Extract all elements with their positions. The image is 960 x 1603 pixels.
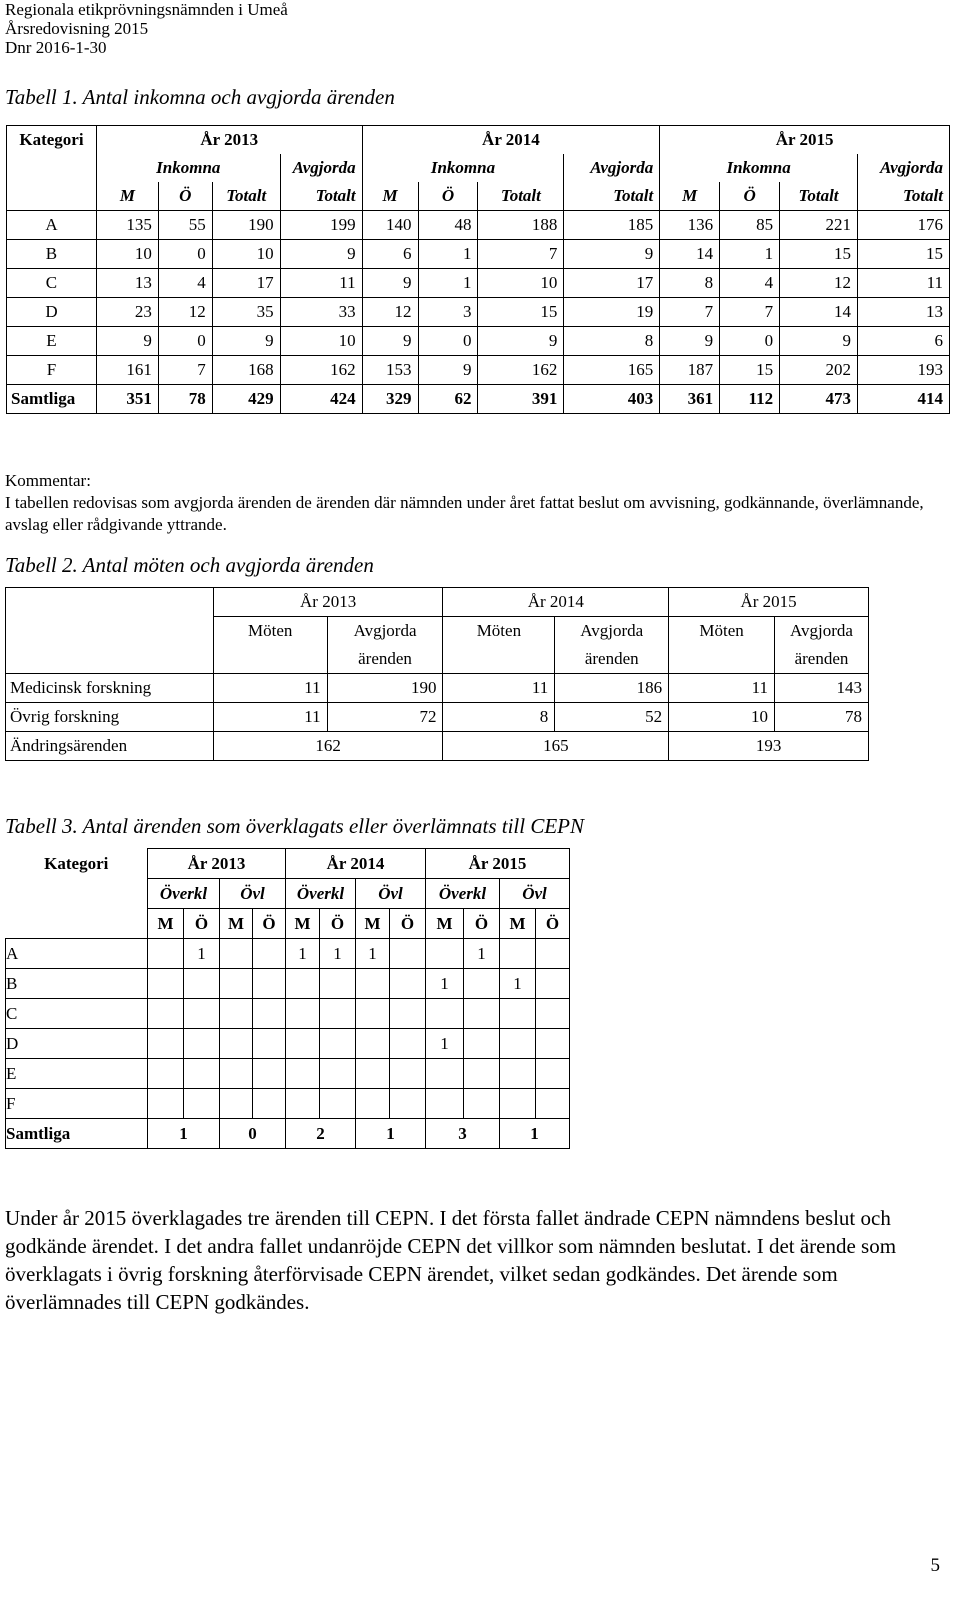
- table3-row: [6, 1059, 570, 1089]
- table3-m-header: M: [286, 909, 320, 939]
- table1-cell: 168: [212, 356, 280, 385]
- table3-cell: [464, 999, 500, 1029]
- table1-cell: 9: [660, 327, 720, 356]
- table3-total-cell: 1: [500, 1119, 570, 1149]
- table1-cell: 112: [720, 385, 780, 414]
- table1-o-header: Ö: [158, 182, 212, 211]
- table1-cell: 9: [96, 327, 158, 356]
- table3-ovl-header: Övl: [220, 879, 286, 909]
- table1-cell: 1: [418, 269, 478, 298]
- table1-cell: 9: [418, 356, 478, 385]
- table1-cell: 14: [660, 240, 720, 269]
- table2-row-label: Övrig forskning: [6, 703, 214, 732]
- table1-cell: 78: [158, 385, 212, 414]
- table1-cell: 193: [857, 356, 949, 385]
- table1-cell: 48: [418, 211, 478, 240]
- table1-m-header: M: [362, 182, 418, 211]
- table3-total-cell: 0: [220, 1119, 286, 1149]
- table3-cell: [220, 969, 253, 999]
- table2-row: [6, 674, 869, 703]
- table3-cell: [220, 939, 253, 969]
- table3-cell: [500, 999, 536, 1029]
- table1-cell: 9: [362, 327, 418, 356]
- table1-cell: 162: [280, 356, 362, 385]
- table2-arenden-header: ärenden: [327, 645, 443, 674]
- table1-cell: 185: [564, 211, 660, 240]
- table3-row: [6, 1089, 570, 1119]
- table1-cell: 190: [212, 211, 280, 240]
- table2-moten-header: Möten: [669, 617, 775, 646]
- table1-cell: 135: [96, 211, 158, 240]
- table2-year-header: År 2015: [669, 588, 869, 617]
- table1-row: [7, 298, 950, 327]
- table3-cell: [184, 1059, 220, 1089]
- table3-cell: [253, 999, 286, 1029]
- table3-cell: [390, 1029, 426, 1059]
- table3-row-label: E: [6, 1059, 148, 1089]
- table1-cell: 12: [780, 269, 858, 298]
- table2-caption: Tabell 2. Antal möten och avgjorda ärenden: [5, 553, 374, 577]
- table1-cell: 0: [158, 327, 212, 356]
- table3-row-label: A: [6, 939, 148, 969]
- table3-total-label: Samtliga: [6, 1119, 148, 1149]
- table1-cell: 162: [478, 356, 564, 385]
- table3-total-cell: 3: [426, 1119, 500, 1149]
- table3-body: [6, 939, 570, 1119]
- table3-total-cell: 1: [356, 1119, 426, 1149]
- table2-cell: 10: [669, 703, 775, 732]
- table1-cell: 403: [564, 385, 660, 414]
- table3-cell: [184, 969, 220, 999]
- table1-cell: 7: [660, 298, 720, 327]
- table3-cell: [253, 939, 286, 969]
- table1-cell: 10: [478, 269, 564, 298]
- table1-cell: 15: [478, 298, 564, 327]
- table1-cell: 9: [780, 327, 858, 356]
- table3-cell: [500, 1089, 536, 1119]
- table2-avgjorda-header: Avgjorda: [327, 617, 443, 646]
- table1-o-header: Ö: [720, 182, 780, 211]
- table1-cell: 0: [418, 327, 478, 356]
- table2-moten-header: Möten: [443, 617, 555, 646]
- table3-cell: [320, 1059, 356, 1089]
- table2-avgjorda-header: Avgjorda: [555, 617, 669, 646]
- table1-cell: 202: [780, 356, 858, 385]
- table3-o-header: Ö: [320, 909, 356, 939]
- table1-avgjorda-header: Avgjorda: [857, 154, 949, 182]
- table3-cell: [220, 1059, 253, 1089]
- table1-year-header: År 2015: [660, 126, 950, 155]
- table1-cell: 0: [720, 327, 780, 356]
- table1-year-header: År 2013: [96, 126, 362, 155]
- table1-m-header: M: [660, 182, 720, 211]
- table3-cell: [286, 1029, 320, 1059]
- table3-cell: [220, 1089, 253, 1119]
- table3-cell: [356, 969, 390, 999]
- table1-cell: 10: [280, 327, 362, 356]
- table3-cell: [148, 1029, 184, 1059]
- table3: [5, 848, 570, 1149]
- table3-row: [6, 1029, 570, 1059]
- table3-cell: [286, 969, 320, 999]
- table1-cell: 33: [280, 298, 362, 327]
- table1-cell: 136: [660, 211, 720, 240]
- table3-cell: [148, 939, 184, 969]
- table2-cell: 72: [327, 703, 443, 732]
- comment-text: I tabellen redovisas som avgjorda ärenden de ärenden där nämnden under året fattat beslut om avvisning, godkännande, överlämnande, avslag eller rådgivande yttrande.: [5, 493, 924, 534]
- table1-row: [7, 269, 950, 298]
- table1-inkomna-header: Inkomna: [362, 154, 564, 182]
- table2-cell: 78: [775, 703, 869, 732]
- table1-cell: 329: [362, 385, 418, 414]
- table1-row: [7, 385, 950, 414]
- table3-cell: [536, 1029, 570, 1059]
- table1-totalt-header: Totalt: [857, 182, 949, 211]
- table3-ovl-header: Övl: [500, 879, 570, 909]
- table2-cell: 186: [555, 674, 669, 703]
- table2-cell: 190: [327, 674, 443, 703]
- table1-totalt-header: Totalt: [564, 182, 660, 211]
- table3-cell: [148, 999, 184, 1029]
- table1-body: [7, 211, 950, 414]
- table3-cell: [253, 1029, 286, 1059]
- table1-row-label: Samtliga: [7, 385, 97, 414]
- table1-cell: 13: [857, 298, 949, 327]
- table3-cell: 1: [464, 939, 500, 969]
- table1-cell: 11: [857, 269, 949, 298]
- page-number: 5: [930, 1555, 940, 1576]
- header-organization: Regionala etikprövningsnämnden i Umeå: [5, 0, 288, 19]
- table1-cell: 221: [780, 211, 858, 240]
- table3-cell: [426, 939, 464, 969]
- table3-cell: [426, 999, 464, 1029]
- table3-cell: [356, 1029, 390, 1059]
- table3-cell: [390, 969, 426, 999]
- table1-row-label: E: [7, 327, 97, 356]
- table1-cell: 15: [720, 356, 780, 385]
- comment-title: Kommentar:: [5, 471, 91, 490]
- table3-cell: [320, 999, 356, 1029]
- table1-cell: 9: [280, 240, 362, 269]
- table3-cell: [356, 1089, 390, 1119]
- table2-cell: 11: [213, 703, 327, 732]
- table3-cell: [464, 1029, 500, 1059]
- table3-cell: [253, 1059, 286, 1089]
- table1-cell: 9: [362, 269, 418, 298]
- table1-avgjorda-header: Avgjorda: [280, 154, 362, 182]
- table3-m-header: M: [148, 909, 184, 939]
- table1-cell: 1: [418, 240, 478, 269]
- table3-cell: [220, 1029, 253, 1059]
- table3-cell: [464, 1059, 500, 1089]
- table1-cell: 6: [362, 240, 418, 269]
- table3-cell: [184, 999, 220, 1029]
- table3-caption: Tabell 3. Antal ärenden som överklagats eller överlämnats till CEPN: [5, 814, 585, 838]
- table1-cell: 153: [362, 356, 418, 385]
- table3-cell: [356, 999, 390, 1029]
- table1-kategori-header: Kategori: [7, 126, 97, 155]
- table1-row-label: A: [7, 211, 97, 240]
- table3-total-cell: 2: [286, 1119, 356, 1149]
- table1-totalt-header: Totalt: [280, 182, 362, 211]
- table1-caption: Tabell 1. Antal inkomna och avgjorda ärenden: [5, 85, 395, 109]
- table3-year-header: År 2013: [148, 849, 286, 879]
- table3-m-header: M: [426, 909, 464, 939]
- table1-cell: 19: [564, 298, 660, 327]
- table3-cell: [426, 1059, 464, 1089]
- table1-cell: 6: [857, 327, 949, 356]
- table2-row-label: Medicinsk forskning: [6, 674, 214, 703]
- table1-cell: 11: [280, 269, 362, 298]
- table1-cell: 3: [418, 298, 478, 327]
- table3-total-cell: 1: [148, 1119, 220, 1149]
- table3-ovl-header: Övl: [356, 879, 426, 909]
- table2: [5, 587, 869, 761]
- table2-arenden-header: ärenden: [775, 645, 869, 674]
- table1-row: [7, 240, 950, 269]
- table3-m-header: M: [500, 909, 536, 939]
- table1-cell: 199: [280, 211, 362, 240]
- table3-cell: 1: [426, 969, 464, 999]
- table1-totalt-header: Totalt: [212, 182, 280, 211]
- table3-cell: 1: [356, 939, 390, 969]
- table3-o-header: Ö: [253, 909, 286, 939]
- table1-cell: 391: [478, 385, 564, 414]
- table3-m-header: M: [356, 909, 390, 939]
- table1-cell: 23: [96, 298, 158, 327]
- table1-m-header: M: [96, 182, 158, 211]
- table1-cell: 9: [478, 327, 564, 356]
- table1-cell: 140: [362, 211, 418, 240]
- table3-cell: [426, 1089, 464, 1119]
- table3-cell: [390, 939, 426, 969]
- table1-cell: 13: [96, 269, 158, 298]
- table3-kategori-header: Kategori: [44, 853, 109, 873]
- table3-cell: 1: [320, 939, 356, 969]
- cepn-summary-paragraph: Under år 2015 överklagades tre ärenden till CEPN. I det första fallet ändrade CEPN nämndens beslut och godkände ärendet. I det andra fallet undanröjde CEPN det villkor som nämnden beslutat. I det ärende som överklagats i övrig forskning återförvisade CEPN ärendet, vilket sedan godkändes. Det ärende som överlämnades till CEPN godkändes.: [5, 1206, 897, 1314]
- table1-cell: 15: [857, 240, 949, 269]
- table3-row-label: D: [6, 1029, 148, 1059]
- table1-cell: 188: [478, 211, 564, 240]
- table1-cell: 8: [564, 327, 660, 356]
- table3-cell: [536, 939, 570, 969]
- table3-cell: [390, 1059, 426, 1089]
- table2-arenden-header: ärenden: [555, 645, 669, 674]
- table2-cell: 11: [669, 674, 775, 703]
- table1-cell: 55: [158, 211, 212, 240]
- table1-cell: 14: [780, 298, 858, 327]
- table1-cell: 424: [280, 385, 362, 414]
- table2-cell: 8: [443, 703, 555, 732]
- table1-o-header: Ö: [418, 182, 478, 211]
- table3-cell: 1: [500, 969, 536, 999]
- table3-cell: [320, 1089, 356, 1119]
- table1-cell: 176: [857, 211, 949, 240]
- table1-totalt-header: Totalt: [478, 182, 564, 211]
- table3-cell: [500, 939, 536, 969]
- table1-cell: 7: [158, 356, 212, 385]
- table1-cell: 35: [212, 298, 280, 327]
- table1-cell: 4: [158, 269, 212, 298]
- table3-cell: [356, 1059, 390, 1089]
- table3-row-label: B: [6, 969, 148, 999]
- table1: [6, 125, 950, 414]
- table2-cell: 143: [775, 674, 869, 703]
- table3-row: [6, 999, 570, 1029]
- table1-cell: 15: [780, 240, 858, 269]
- table3-overkl-header: Överkl: [426, 879, 500, 909]
- table3-o-header: Ö: [536, 909, 570, 939]
- table3-cell: 1: [286, 939, 320, 969]
- table1-cell: 12: [158, 298, 212, 327]
- document-header: [5, 0, 288, 57]
- table2-cell: 52: [555, 703, 669, 732]
- table1-cell: 85: [720, 211, 780, 240]
- table2-cell: 162: [213, 732, 443, 761]
- table3-cell: [286, 1059, 320, 1089]
- table1-cell: 17: [564, 269, 660, 298]
- table1-cell: 7: [720, 298, 780, 327]
- table1-row-label: B: [7, 240, 97, 269]
- table3-cell: 1: [426, 1029, 464, 1059]
- table3-row: [6, 939, 570, 969]
- table1-cell: 62: [418, 385, 478, 414]
- table1-cell: 187: [660, 356, 720, 385]
- table3-cell: [320, 1029, 356, 1059]
- table1-cell: 165: [564, 356, 660, 385]
- table3-row-label: F: [6, 1089, 148, 1119]
- table3-cell: [148, 1059, 184, 1089]
- table3-cell: [536, 969, 570, 999]
- table3-cell: [184, 1029, 220, 1059]
- table2-cell: 11: [443, 674, 555, 703]
- table3-cell: [536, 1089, 570, 1119]
- table1-inkomna-header: Inkomna: [660, 154, 858, 182]
- table1-cell: 473: [780, 385, 858, 414]
- table1-cell: 4: [720, 269, 780, 298]
- table1-row: [7, 327, 950, 356]
- table2-body: [6, 674, 869, 732]
- table2-avgjorda-header: Avgjorda: [775, 617, 869, 646]
- table1-cell: 8: [660, 269, 720, 298]
- table1-inkomna-header: Inkomna: [96, 154, 280, 182]
- table1-cell: 10: [212, 240, 280, 269]
- table3-cell: [390, 1089, 426, 1119]
- table1-row: [7, 211, 950, 240]
- table1-cell: 429: [212, 385, 280, 414]
- header-report-title: Årsredovisning 2015: [5, 19, 149, 38]
- table1-row: [7, 356, 950, 385]
- table1-cell: 17: [212, 269, 280, 298]
- table1-cell: 9: [212, 327, 280, 356]
- table3-cell: [184, 1089, 220, 1119]
- table1-cell: 414: [857, 385, 949, 414]
- table1-cell: 0: [158, 240, 212, 269]
- table3-year-header: År 2014: [286, 849, 426, 879]
- table3-cell: [286, 1089, 320, 1119]
- table3-cell: [148, 1089, 184, 1119]
- header-reference-number: Dnr 2016-1-30: [5, 38, 107, 57]
- table3-cell: [220, 999, 253, 1029]
- table3-cell: [536, 1059, 570, 1089]
- table3-overkl-header: Överkl: [286, 879, 356, 909]
- table2-year-header: År 2013: [213, 588, 443, 617]
- table3-cell: [464, 1089, 500, 1119]
- table3-o-header: Ö: [390, 909, 426, 939]
- table2-cell: 11: [213, 674, 327, 703]
- table3-cell: [253, 1089, 286, 1119]
- table3-cell: [464, 969, 500, 999]
- table1-cell: 10: [96, 240, 158, 269]
- table1-cell: 7: [478, 240, 564, 269]
- table1-cell: 351: [96, 385, 158, 414]
- table3-year-header: År 2015: [426, 849, 570, 879]
- table3-cell: [500, 1029, 536, 1059]
- table3-cell: 1: [184, 939, 220, 969]
- table1-row-label: C: [7, 269, 97, 298]
- table3-cell: [500, 1059, 536, 1089]
- table2-cell: 193: [669, 732, 869, 761]
- table1-row-label: D: [7, 298, 97, 327]
- table3-cell: [253, 969, 286, 999]
- table2-moten-header: Möten: [213, 617, 327, 646]
- table1-row-label: F: [7, 356, 97, 385]
- table3-cell: [390, 999, 426, 1029]
- table2-row: [6, 703, 869, 732]
- table3-overkl-header: Överkl: [148, 879, 220, 909]
- table1-totalt-header: Totalt: [780, 182, 858, 211]
- table3-row: [6, 969, 570, 999]
- table1-year-header: År 2014: [362, 126, 660, 155]
- table3-cell: [536, 999, 570, 1029]
- table1-avgjorda-header: Avgjorda: [564, 154, 660, 182]
- table3-row-label: C: [6, 999, 148, 1029]
- table3-o-header: Ö: [184, 909, 220, 939]
- table3-m-header: M: [220, 909, 253, 939]
- table2-cell: 165: [443, 732, 669, 761]
- table1-cell: 1: [720, 240, 780, 269]
- table1-cell: 161: [96, 356, 158, 385]
- table1-cell: 9: [564, 240, 660, 269]
- table3-cell: [286, 999, 320, 1029]
- table1-cell: 361: [660, 385, 720, 414]
- table2-row-label: Ändringsärenden: [6, 732, 214, 761]
- table1-cell: 12: [362, 298, 418, 327]
- table3-cell: [320, 969, 356, 999]
- table2-year-header: År 2014: [443, 588, 669, 617]
- table3-o-header: Ö: [464, 909, 500, 939]
- table3-cell: [148, 969, 184, 999]
- table1-comment: [5, 470, 945, 536]
